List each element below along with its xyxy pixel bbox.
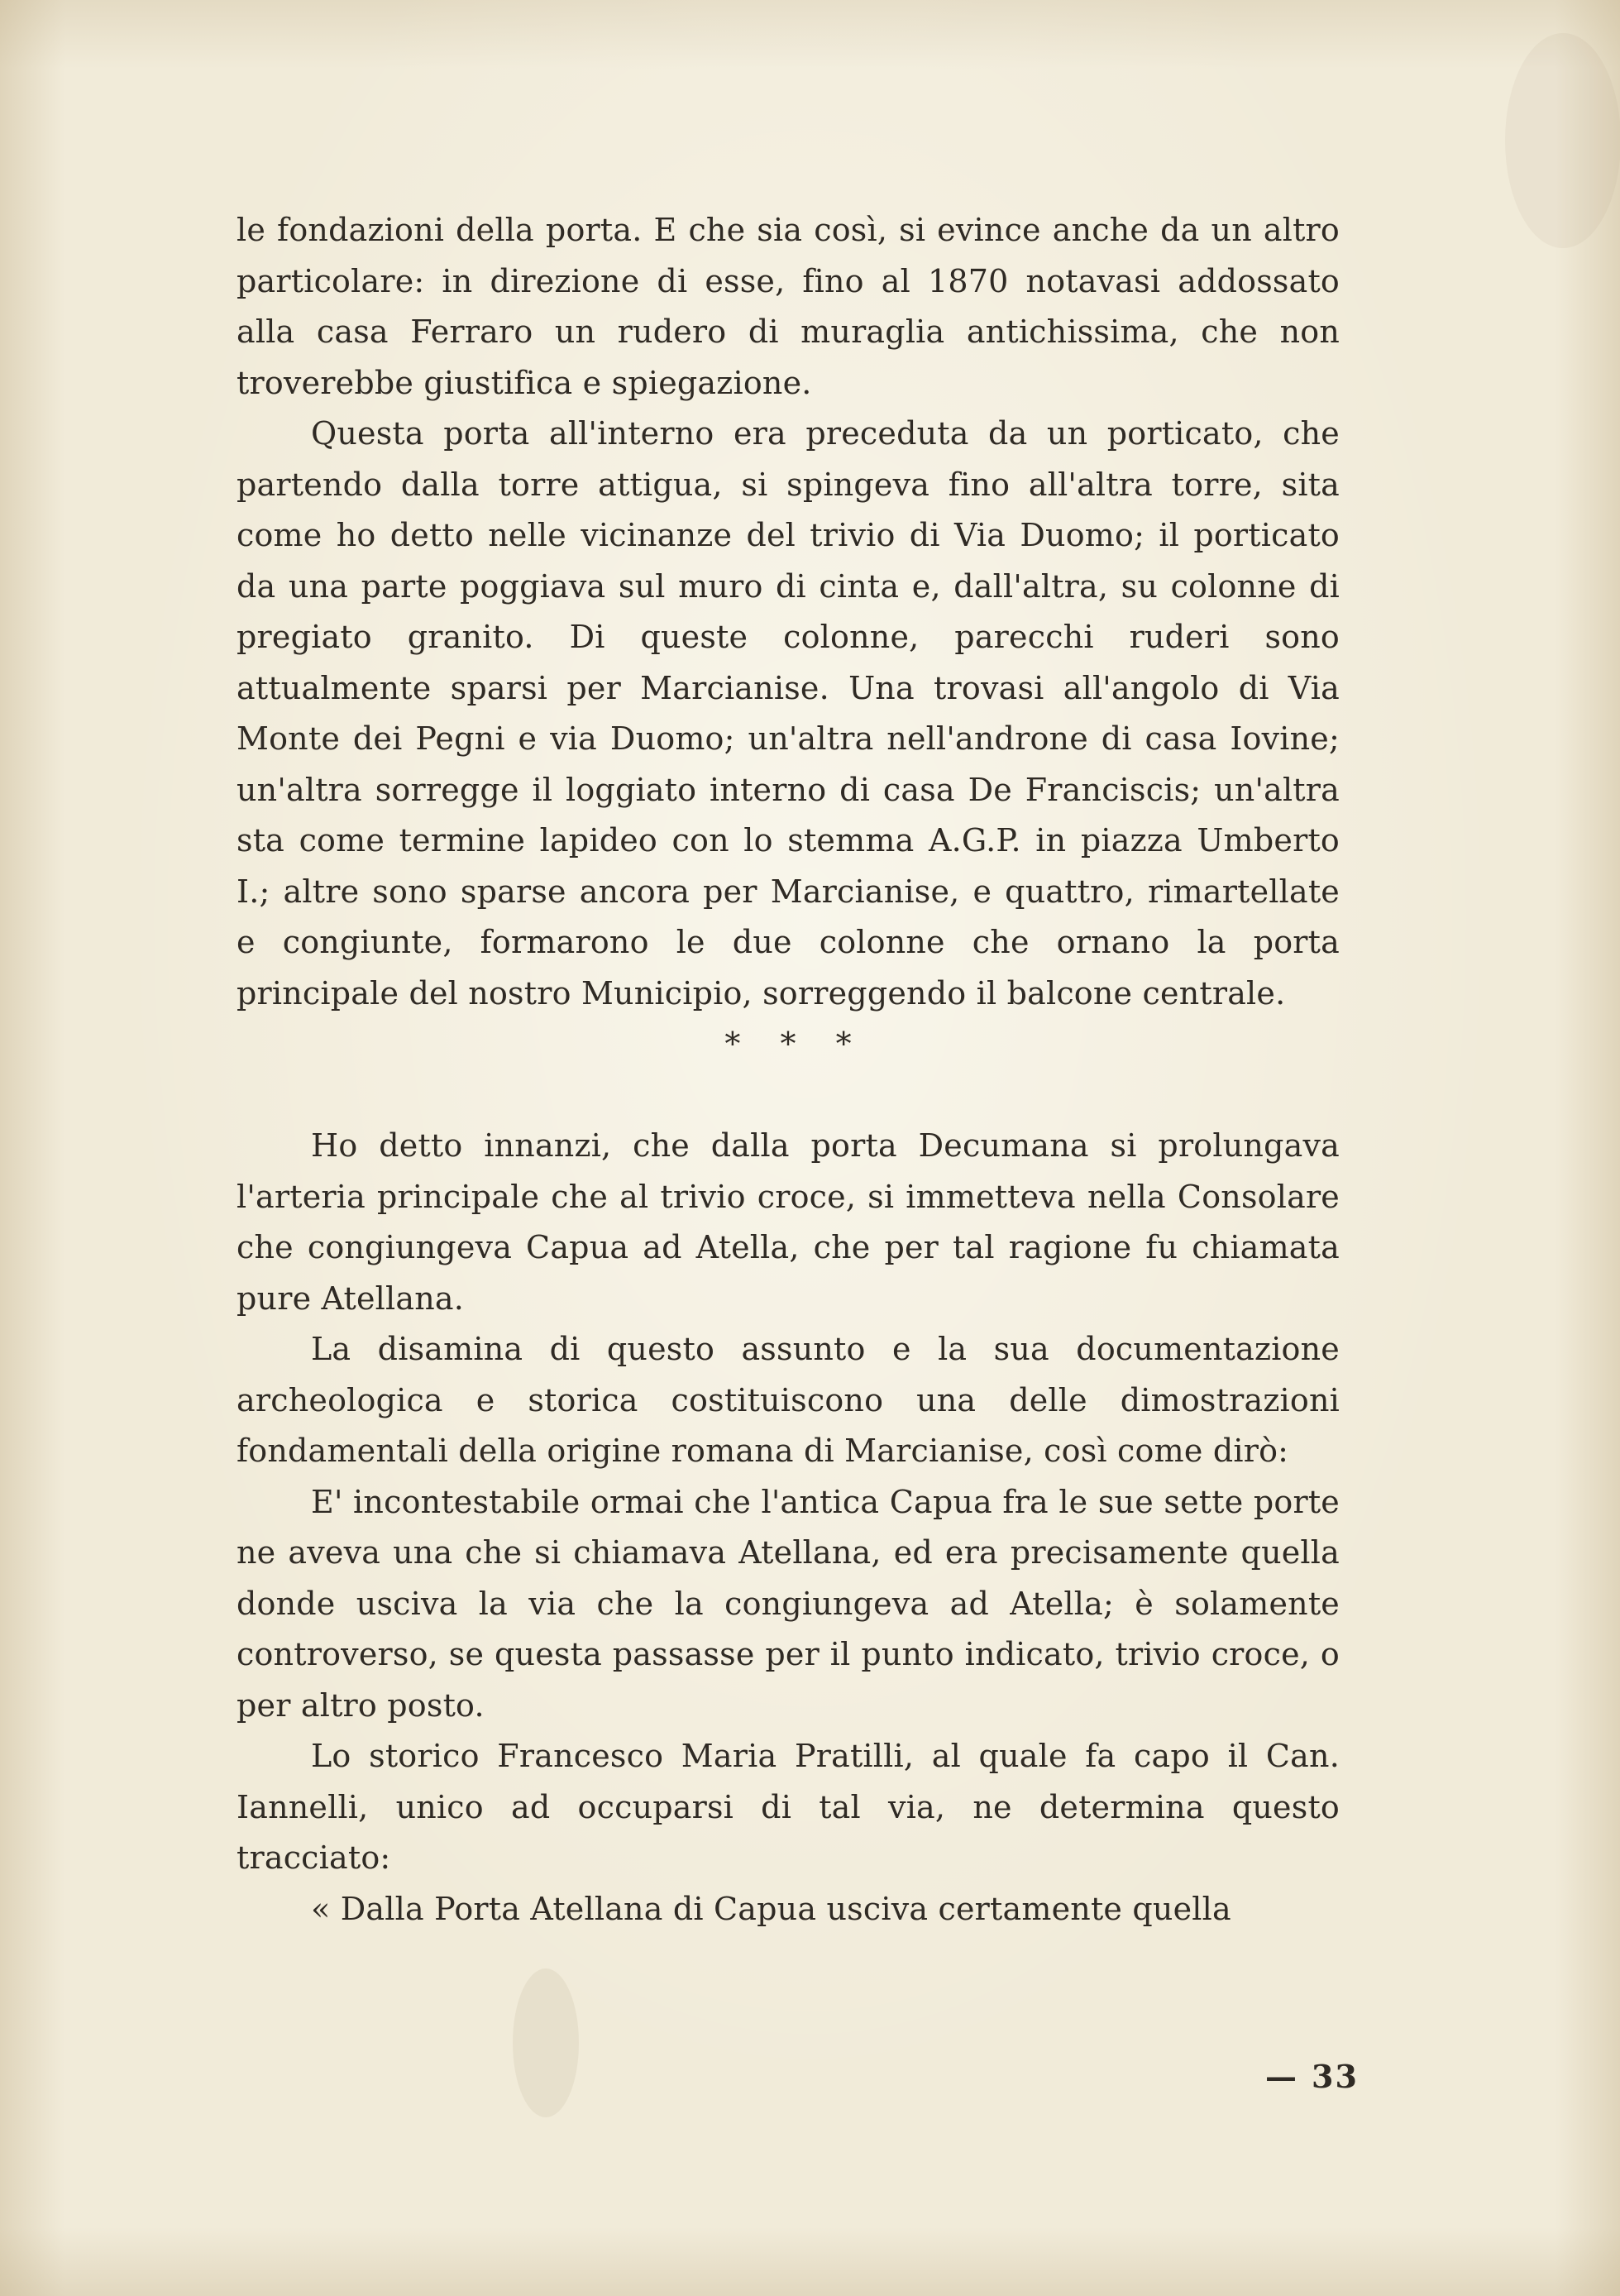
paper-stain — [1505, 33, 1620, 248]
body-text — [237, 205, 1340, 1935]
paper-stain — [513, 1968, 579, 2117]
paragraph: Lo storico Francesco Maria Pratilli, al quale fa capo il Can. Iannelli, unico ad occuparsi di tal via, ne determina questo tracciato: — [237, 1738, 1340, 1876]
page-number-value: 33 — [1312, 2058, 1359, 2095]
paragraph: Questa porta all'interno era preceduta da un porticato, che partendo dalla torre attigua, si spingeva fino all'altra torre, sita come ho detto nelle vicinanze del trivio di Via Duomo; il porticato da una parte poggiava sul muro di cinta e, dall'altra, su colonne di pregiato granito. Di queste colonne, parecchi ruderi sono attualmente sparsi per Marcianise. Una trovasi all'angolo di Via Monte dei Pegni e via Duomo; un'altra nell'androne di casa Iovine; un'altra sorregge il loggiato interno di casa De Franciscis; un'altra sta come termine lapideo con lo stemma A.G.P. in piazza Umberto I.; altre sono sparse ancora per Marcianise, e quattro, rimartellate e congiunte, formarono le due colonne che ornano la porta principale del nostro Municipio, sorreggendo il balcone centrale. — [237, 415, 1340, 1012]
paragraph: le fondazioni della porta. E che sia così, si evince anche da un altro particolare: in direzione di esse, fino al 1870 notavasi addossato alla casa Ferraro un rudero di muraglia antichissima, che non troverebbe giustifica e spiegazione. — [237, 212, 1340, 401]
paragraph: « Dalla Porta Atellana di Capua usciva certamente quella — [311, 1890, 1231, 1927]
paragraph: La disamina di questo assunto e la sua documentazione archeologica e storica costituiscono una delle dimostrazioni fondamentali della origine romana di Marcianise, così come dirò: — [237, 1331, 1340, 1469]
page-number-dash: — — [1265, 2058, 1298, 2095]
paragraph: E' incontestabile ormai che l'antica Capua fra le sue sette porte ne aveva una che si chiamava Atellana, ed era precisamente quella donde usciva la via che la congiungeva ad Atella; è solamente controverso, se questa passasse per il punto indicato, trivio croce, o per altro posto. — [237, 1483, 1340, 1724]
section-separator: * * * — [724, 1026, 867, 1062]
page-number — [1265, 2058, 1359, 2095]
paragraph: Ho detto innanzi, che dalla porta Decumana si prolungava l'arteria principale che al trivio croce, si immetteva nella Consolare che congiungeva Capua ad Atella, che per tal ragione fu chiamata pure Atellana. — [237, 1127, 1340, 1317]
